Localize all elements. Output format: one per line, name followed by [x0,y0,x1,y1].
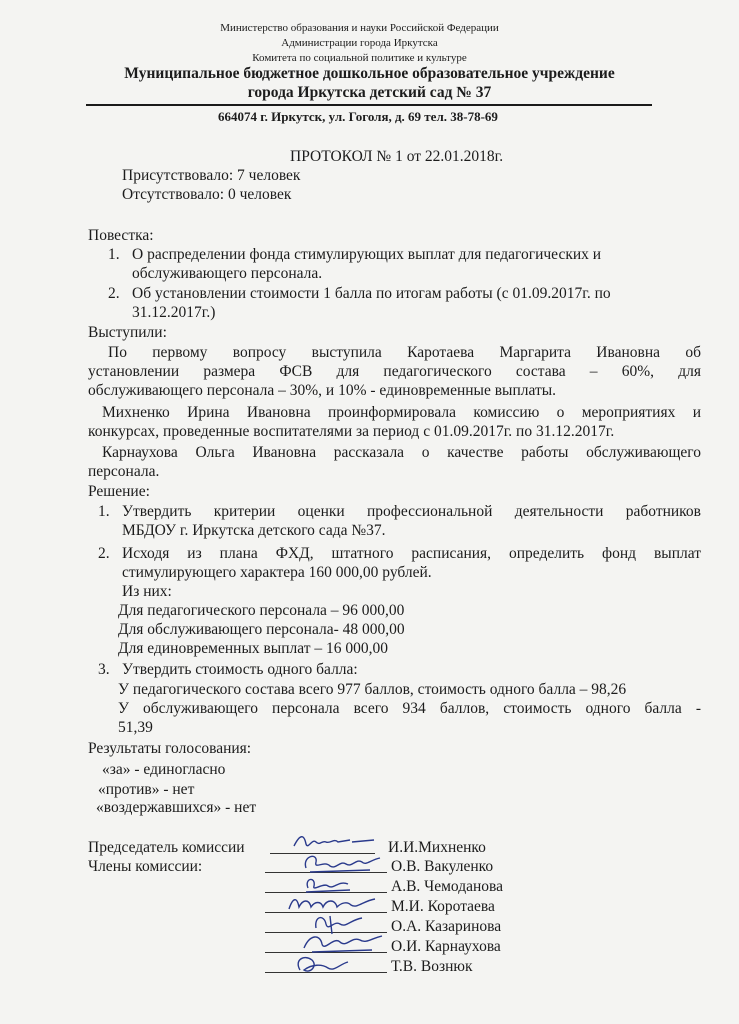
voting-heading: Результаты голосования: [88,740,252,757]
header-divider [86,104,652,106]
speech-2-line2: конкурсах, проведенные воспитателями за период с 01.09.2017г. по 31.12.2017г. [88,423,615,440]
decision-1-line2: МБДОУ г. Иркутска детского сада №37. [122,522,386,539]
member-name: Т.В. Вознюк [391,958,473,975]
absent-count: Отсутствовало: 0 человек [122,186,292,203]
decision-2-serv: Для обслуживающего персонала- 48 000,00 [118,621,405,638]
member-name: А.В. Чемоданова [391,878,504,895]
speech-1-line2: установлении размера ФСВ для педагогического состава – 60%, для [88,363,701,380]
speech-3-line1: Карнаухова Ольга Ивановна рассказала о качестве работы обслуживающего [102,444,701,461]
member-name: О.И. Карнаухова [391,938,501,955]
agenda-item-2-cont: 31.12.2017г.) [132,304,216,321]
decision-2-ped: Для педагогического персонала – 96 000,00 [118,602,405,619]
speeches-heading: Выступили: [88,324,167,341]
present-count: Присутствовало: 7 человек [122,167,301,184]
agenda-item-1-cont: обслуживающего персонала. [132,265,323,282]
vote-abstained: «воздержавшихся» - нет [96,799,257,816]
vote-against: «против» - нет [98,781,195,798]
institution-name-line2: города Иркутска детский сад № 37 [247,84,492,101]
decision-3-line2: У педагогического состава всего 977 баллов, стоимость одного балла – 98,26 [118,681,627,698]
decision-heading: Решение: [88,483,150,500]
agenda-heading: Повестка: [88,227,154,244]
agenda-item-2: Об установлении стоимости 1 балла по итогам работы (с 01.09.2017г. по [132,285,611,302]
institution-address: 664074 г. Иркутск, ул. Гоголя, д. 69 тел. 38-78-69 [218,109,498,124]
institution-name-line1: Муниципальное бюджетное дошкольное образовательное учреждение [124,65,615,82]
decision-2-from: Из них: [122,583,172,600]
decision-2-once: Для единовременных выплат – 16 000,00 [118,640,388,657]
decision-item-number: 2. [98,545,110,562]
decision-2-line2: стимулирующего характера 160 000,00 рублей. [122,564,432,581]
administration-line: Администрации города Иркутска [281,37,438,49]
ministry-line: Министерство образования и науки Российской Федерации [220,22,499,34]
decision-1-line1: Утвердить критерии оценки профессиональной деятельности работников [122,503,701,520]
speech-3-line2: персонала. [88,463,160,480]
member-name: О.В. Вакуленко [391,858,494,875]
agenda-item-number: 1. [108,246,120,263]
agenda-item-number: 2. [108,285,120,302]
protocol-title: ПРОТОКОЛ № 1 от 22.01.2018г. [290,148,504,165]
members-label: Члены комиссии: [88,858,203,875]
chair-name: И.И.Михненко [388,839,486,856]
decision-item-number: 3. [98,661,110,678]
decision-3-line4: 51,39 [118,719,153,736]
speech-1-line3: обслуживающего персонала – 30%, и 10% - единовременные выплаты. [88,382,557,399]
speech-1-line1: По первому вопросу выступила Каротаева Маргарита Ивановна об [108,344,701,361]
decision-2-line1: Исходя из плана ФХД, штатного расписания, определить фонд выплат [122,545,701,562]
member-name: М.И. Коротаева [391,898,495,915]
decision-3-line1: Утвердить стоимость одного балла: [122,661,358,678]
committee-line: Комитета по социальной политике и культуре [252,52,467,64]
speech-2-line1: Михненко Ирина Ивановна проинформировала комиссию о мероприятиях и [102,404,701,421]
agenda-item-1: О распределении фонда стимулирующих выплат для педагогических и [132,246,602,263]
chair-label: Председатель комиссии [88,839,245,856]
decision-item-number: 1. [98,503,110,520]
member-name: О.А. Казаринова [391,918,502,935]
vote-for: «за» - единогласно [102,761,226,778]
member-signature [292,950,352,978]
decision-3-line3: У обслуживающего персонала всего 934 баллов, стоимость одного балла - [118,700,701,717]
